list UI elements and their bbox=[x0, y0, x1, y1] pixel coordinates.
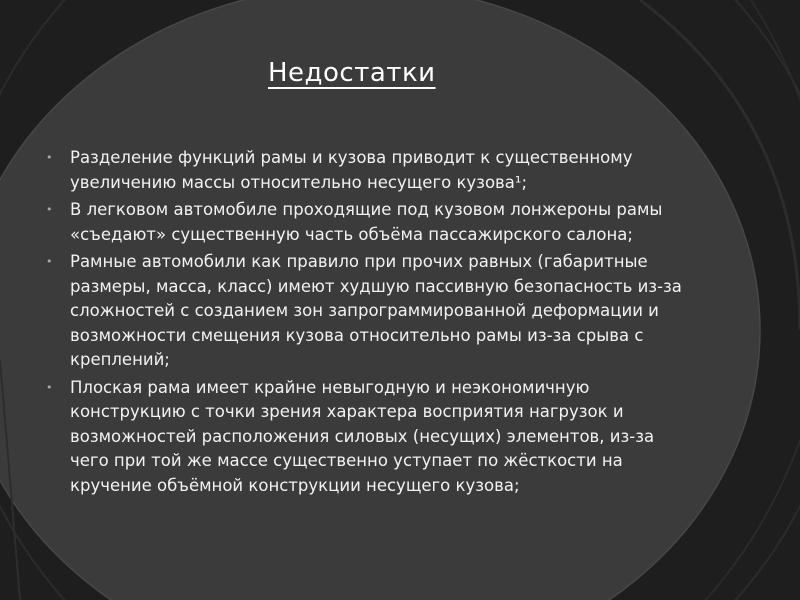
bullet-text: В легковом автомобиле проходящие под кузовом лонжероны рамы «съедают» существенную часть объёма пассажирского салона; bbox=[70, 200, 663, 244]
bullet-item bbox=[46, 146, 696, 195]
bullet-text: Разделение функций рамы и кузова приводит к существенному увеличению массы относительно несущего кузова¹; bbox=[70, 148, 633, 192]
bullet-dot-icon: • bbox=[46, 255, 53, 268]
bullet-text: Рамные автомобили как правило при прочих равных (габаритные размеры, масса, класс) имеют худшую пассивную безопасность из-за сложностей с созданием зон запрограммированной деформации и возможности смещения кузова относительно рамы из-за срыва с креплений; bbox=[70, 252, 682, 369]
slide-title: Недостатки bbox=[268, 58, 436, 88]
bullet-list bbox=[46, 146, 696, 501]
bullet-dot-icon: • bbox=[46, 203, 53, 216]
bullet-item bbox=[46, 198, 696, 247]
bullet-dot-icon: • bbox=[46, 380, 53, 394]
bullet-item bbox=[46, 250, 696, 373]
bullet-dot-icon: • bbox=[46, 151, 53, 164]
bullet-item bbox=[46, 376, 696, 499]
bullet-text: Плоская рама имеет крайне невыгодную и неэкономичную конструкцию с точки зрения характера восприятия нагрузок и возможностей расположения силовых (несущих) элементов, из-за чего при той же массе существенно уступает по жёсткости на кручение объёмной конструкции несущего кузова; bbox=[70, 377, 655, 495]
